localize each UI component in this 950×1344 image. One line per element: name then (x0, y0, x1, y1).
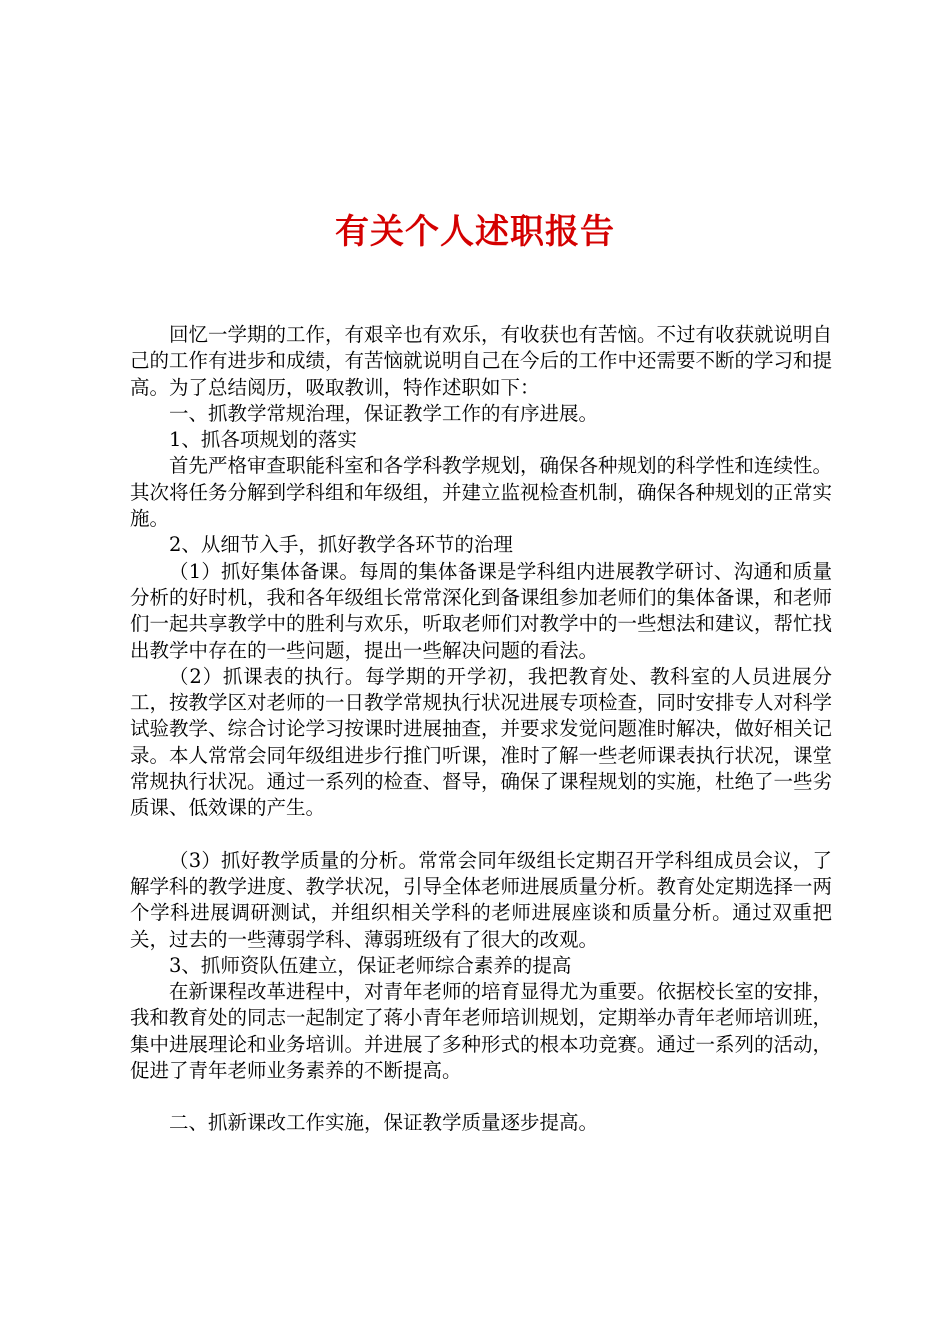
paragraph-intro: 回忆一学期的工作，有艰辛也有欢乐，有收获也有苦恼。不过有收获就说明自己的工作有进步和成绩，有苦恼就说明自己在今后的工作中还需要不断的学习和提高。为了总结阅历，吸取教训，特作述职如下： (130, 323, 833, 399)
section-heading-1: 一、抓教学常规治理，保证教学工作的有序进展。 (169, 401, 599, 425)
subsection-heading-1-3: 3、抓师资队伍建立，保证老师综合素养的提高 (169, 953, 572, 977)
paragraph-item-1: （1）抓好集体备课。每周的集体备课是学科组内进展教学研讨、沟通和质量分析的好时机，我和各年级组长常常深化到备课组参加老师们的集体备课，和老师们一起共享教学中的胜利与欢乐，听取老师们对教学中的一些想法和建议，帮忙找出教学中存在的一些问题，提出一些解决问题的看法。 (130, 559, 833, 662)
subsection-heading-1-1: 1、抓各项规划的落实 (169, 428, 357, 452)
paragraph-item-2: （2）抓课表的执行。每学期的开学初，我把教育处、教科室的人员进展分工，按教学区对老师的一日教学常规执行状况进展专项检查，同时安排专人对科学试验教学、综合讨论学习按课时进展抽查，并要求发觉问题准时解决，做好相关记录。本人常常会同年级组进步行推门听课，准时了解一些老师课表执行状况，课堂常规执行状况。通过一系列的检查、督导，确保了课程规划的实施，杜绝了一些劣质课、低效课的产生。 (130, 664, 833, 820)
subsection-heading-1-2: 2、从细节入手，抓好教学各环节的治理 (169, 533, 513, 557)
document-title: 有关个人述职报告 (335, 212, 615, 252)
section-heading-2: 二、抓新课改工作实施，保证教学质量逐步提高。 (169, 1111, 599, 1135)
paragraph-planning: 首先严格审查职能科室和各学科教学规划，确保各种规划的科学性和连续性。其次将任务分解到学科组和年级组，并建立监视检查机制，确保各种规划的正常实施。 (130, 454, 833, 531)
paragraph-item-3: （3）抓好教学质量的分析。常常会同年级组长定期召开学科组成员会议，了解学科的教学进度、教学状况，引导全体老师进展质量分析。教育处定期选择一两个学科进展调研测试，并组织相关学科的老师进展座谈和质量分析。通过双重把关，过去的一些薄弱学科、薄弱班级有了很大的改观。 (130, 848, 833, 951)
paragraph-teacher-training: 在新课程改革进程中，对青年老师的培育显得尤为重要。依据校长室的安排，我和教育处的同志一起制定了蒋小青年老师培训规划，定期举办青年老师培训班，集中进展理论和业务培训。并进展了多种形式的根本功竞赛。通过一系列的活动，促进了青年老师业务素养的不断提高。 (130, 980, 833, 1083)
document-body (130, 322, 832, 1137)
